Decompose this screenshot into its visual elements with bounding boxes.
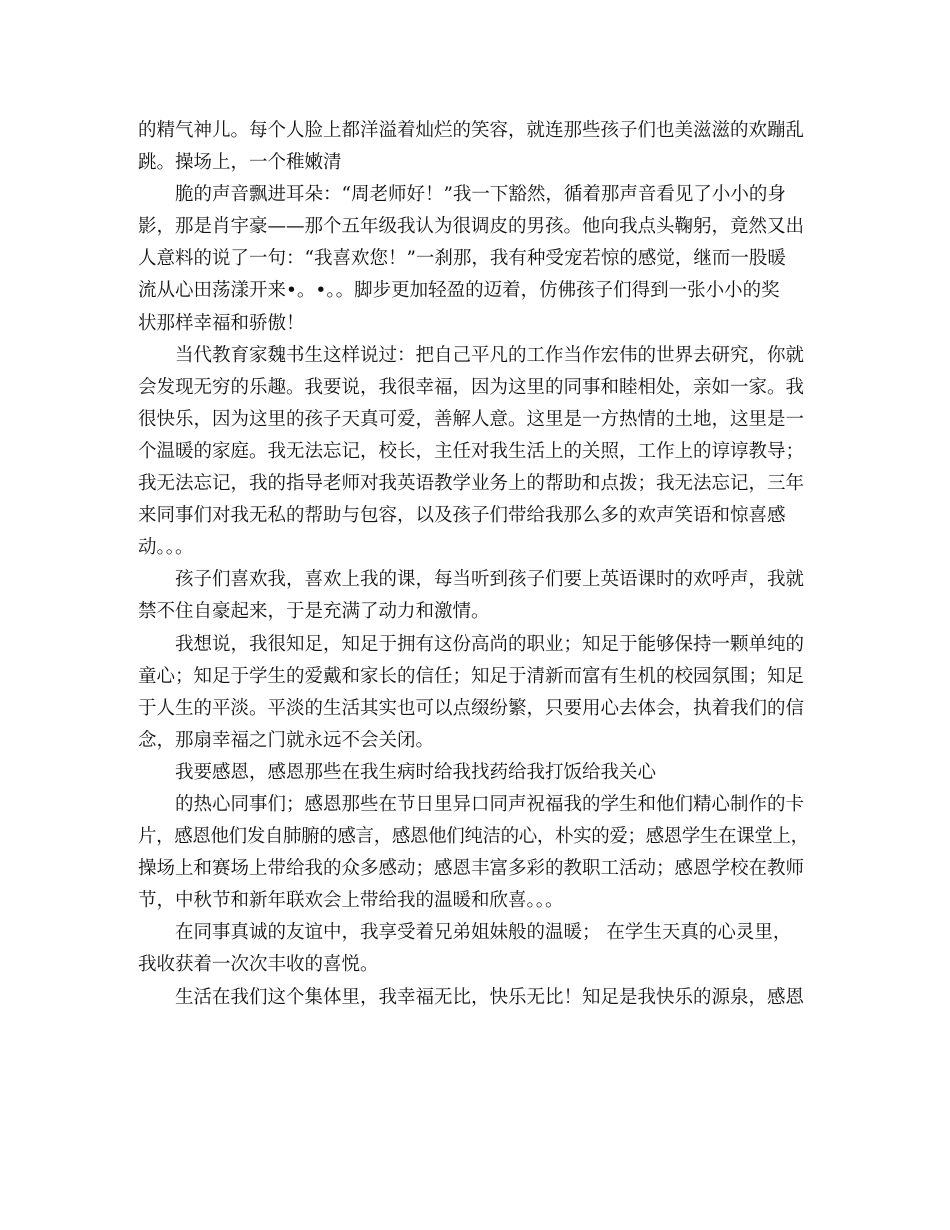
text-line: 生活在我们这个集体里，我幸福无比，快乐无比！知足是我快乐的源泉，感恩	[175, 986, 805, 1008]
paragraph-8	[138, 917, 814, 981]
paragraph-3	[138, 340, 814, 565]
text-line: 操场上和赛场上带给我的众多感动；感恩丰富多彩的教职工活动；感恩学校在教师	[138, 858, 805, 880]
text-line: 我收获着一次次丰收的喜悦。	[138, 954, 379, 976]
text-line: 于人生的平淡。平淡的生活其实也可以点缀纷繁，只要用心去体会，执着我们的信	[138, 697, 805, 719]
text-line: 我要感恩，感恩那些在我生病时给我找药给我打饭给我关心	[175, 761, 657, 783]
text-line: 念，那扇幸福之门就永远不会关闭。	[138, 729, 435, 751]
text-line: 禁不住自豪起来，于是充满了动力和激情。	[138, 601, 490, 623]
text-line: 人意料的说了一句：“我喜欢您！”一刹那，我有种受宠若惊的感觉，继而一股暖	[138, 248, 786, 270]
text-line: 来同事们对我无私的帮助与包容，以及孩子们带给我那么多的欢声笑语和惊喜感	[138, 505, 786, 527]
text-line: 孩子们喜欢我，喜欢上我的课，每当听到孩子们要上英语课时的欢呼声，我就	[175, 569, 805, 591]
paragraph-1	[138, 115, 814, 179]
text-line: 片，感恩他们发自肺腑的感言，感恩他们纯洁的心，朴实的爱；感恩学生在课堂上，	[138, 826, 809, 848]
text-line: 个温暖的家庭。我无法忘记，校长，主任对我生活上的关照，工作上的谆谆教导；	[138, 440, 805, 462]
text-line: 我无法忘记，我的指导老师对我英语教学业务上的帮助和点拨；我无法忘记，三年	[138, 473, 805, 495]
text-line: 状那样幸福和骄傲！	[138, 312, 305, 334]
text-line: 当代教育家魏书生这样说过：把自己平凡的工作当作宏伟的世界去研究，你就	[175, 344, 805, 366]
text-line: 童心；知足于学生的爱戴和家长的信任；知足于清新而富有生机的校园氛围；知足	[138, 665, 805, 687]
paragraph-7	[138, 789, 814, 917]
paragraph-4	[138, 564, 814, 628]
text-line: 脆的声音飘进耳朵：“周老师好！”我一下豁然，循着那声音看见了小小的身	[175, 184, 786, 206]
text-line: 在同事真诚的友谊中，我享受着兄弟姐妹般的温暖； 在学生天真的心灵里，	[175, 922, 792, 944]
document-body	[138, 115, 814, 1014]
paragraph-5	[138, 629, 814, 757]
text-line: 动。。。	[138, 537, 194, 559]
text-line: 的热心同事们；感恩那些在节日里异口同声祝福我的学生和他们精心制作的卡	[175, 793, 805, 815]
paragraph-9	[138, 982, 814, 1014]
text-line: 影，那是肖宇豪——那个五年级我认为很调皮的男孩。他向我点头鞠躬，竟然又出	[138, 216, 805, 238]
paragraph-6	[138, 757, 814, 789]
text-line: 会发现无穷的乐趣。我要说，我很幸福，因为这里的同事和睦相处，亲如一家。我	[138, 376, 805, 398]
paragraph-2	[138, 179, 814, 339]
text-line: 流从心田荡漾开来•。•。。脚步更加轻盈的迈着，仿佛孩子们得到一张小小的奖	[138, 280, 780, 302]
text-line: 节，中秋节和新年联欢会上带给我的温暖和欣喜。。。	[138, 890, 564, 912]
text-line: 我想说，我很知足，知足于拥有这份高尚的职业；知足于能够保持一颗单纯的	[175, 633, 805, 655]
text-line: 跳。操场上，一个稚嫩清	[138, 152, 342, 174]
text-line: 的精气神儿。每个人脸上都洋溢着灿烂的笑容，就连那些孩子们也美滋滋的欢蹦乱	[138, 120, 805, 141]
text-line: 很快乐，因为这里的孩子天真可爱，善解人意。这里是一方热情的土地，这里是一	[138, 408, 805, 430]
